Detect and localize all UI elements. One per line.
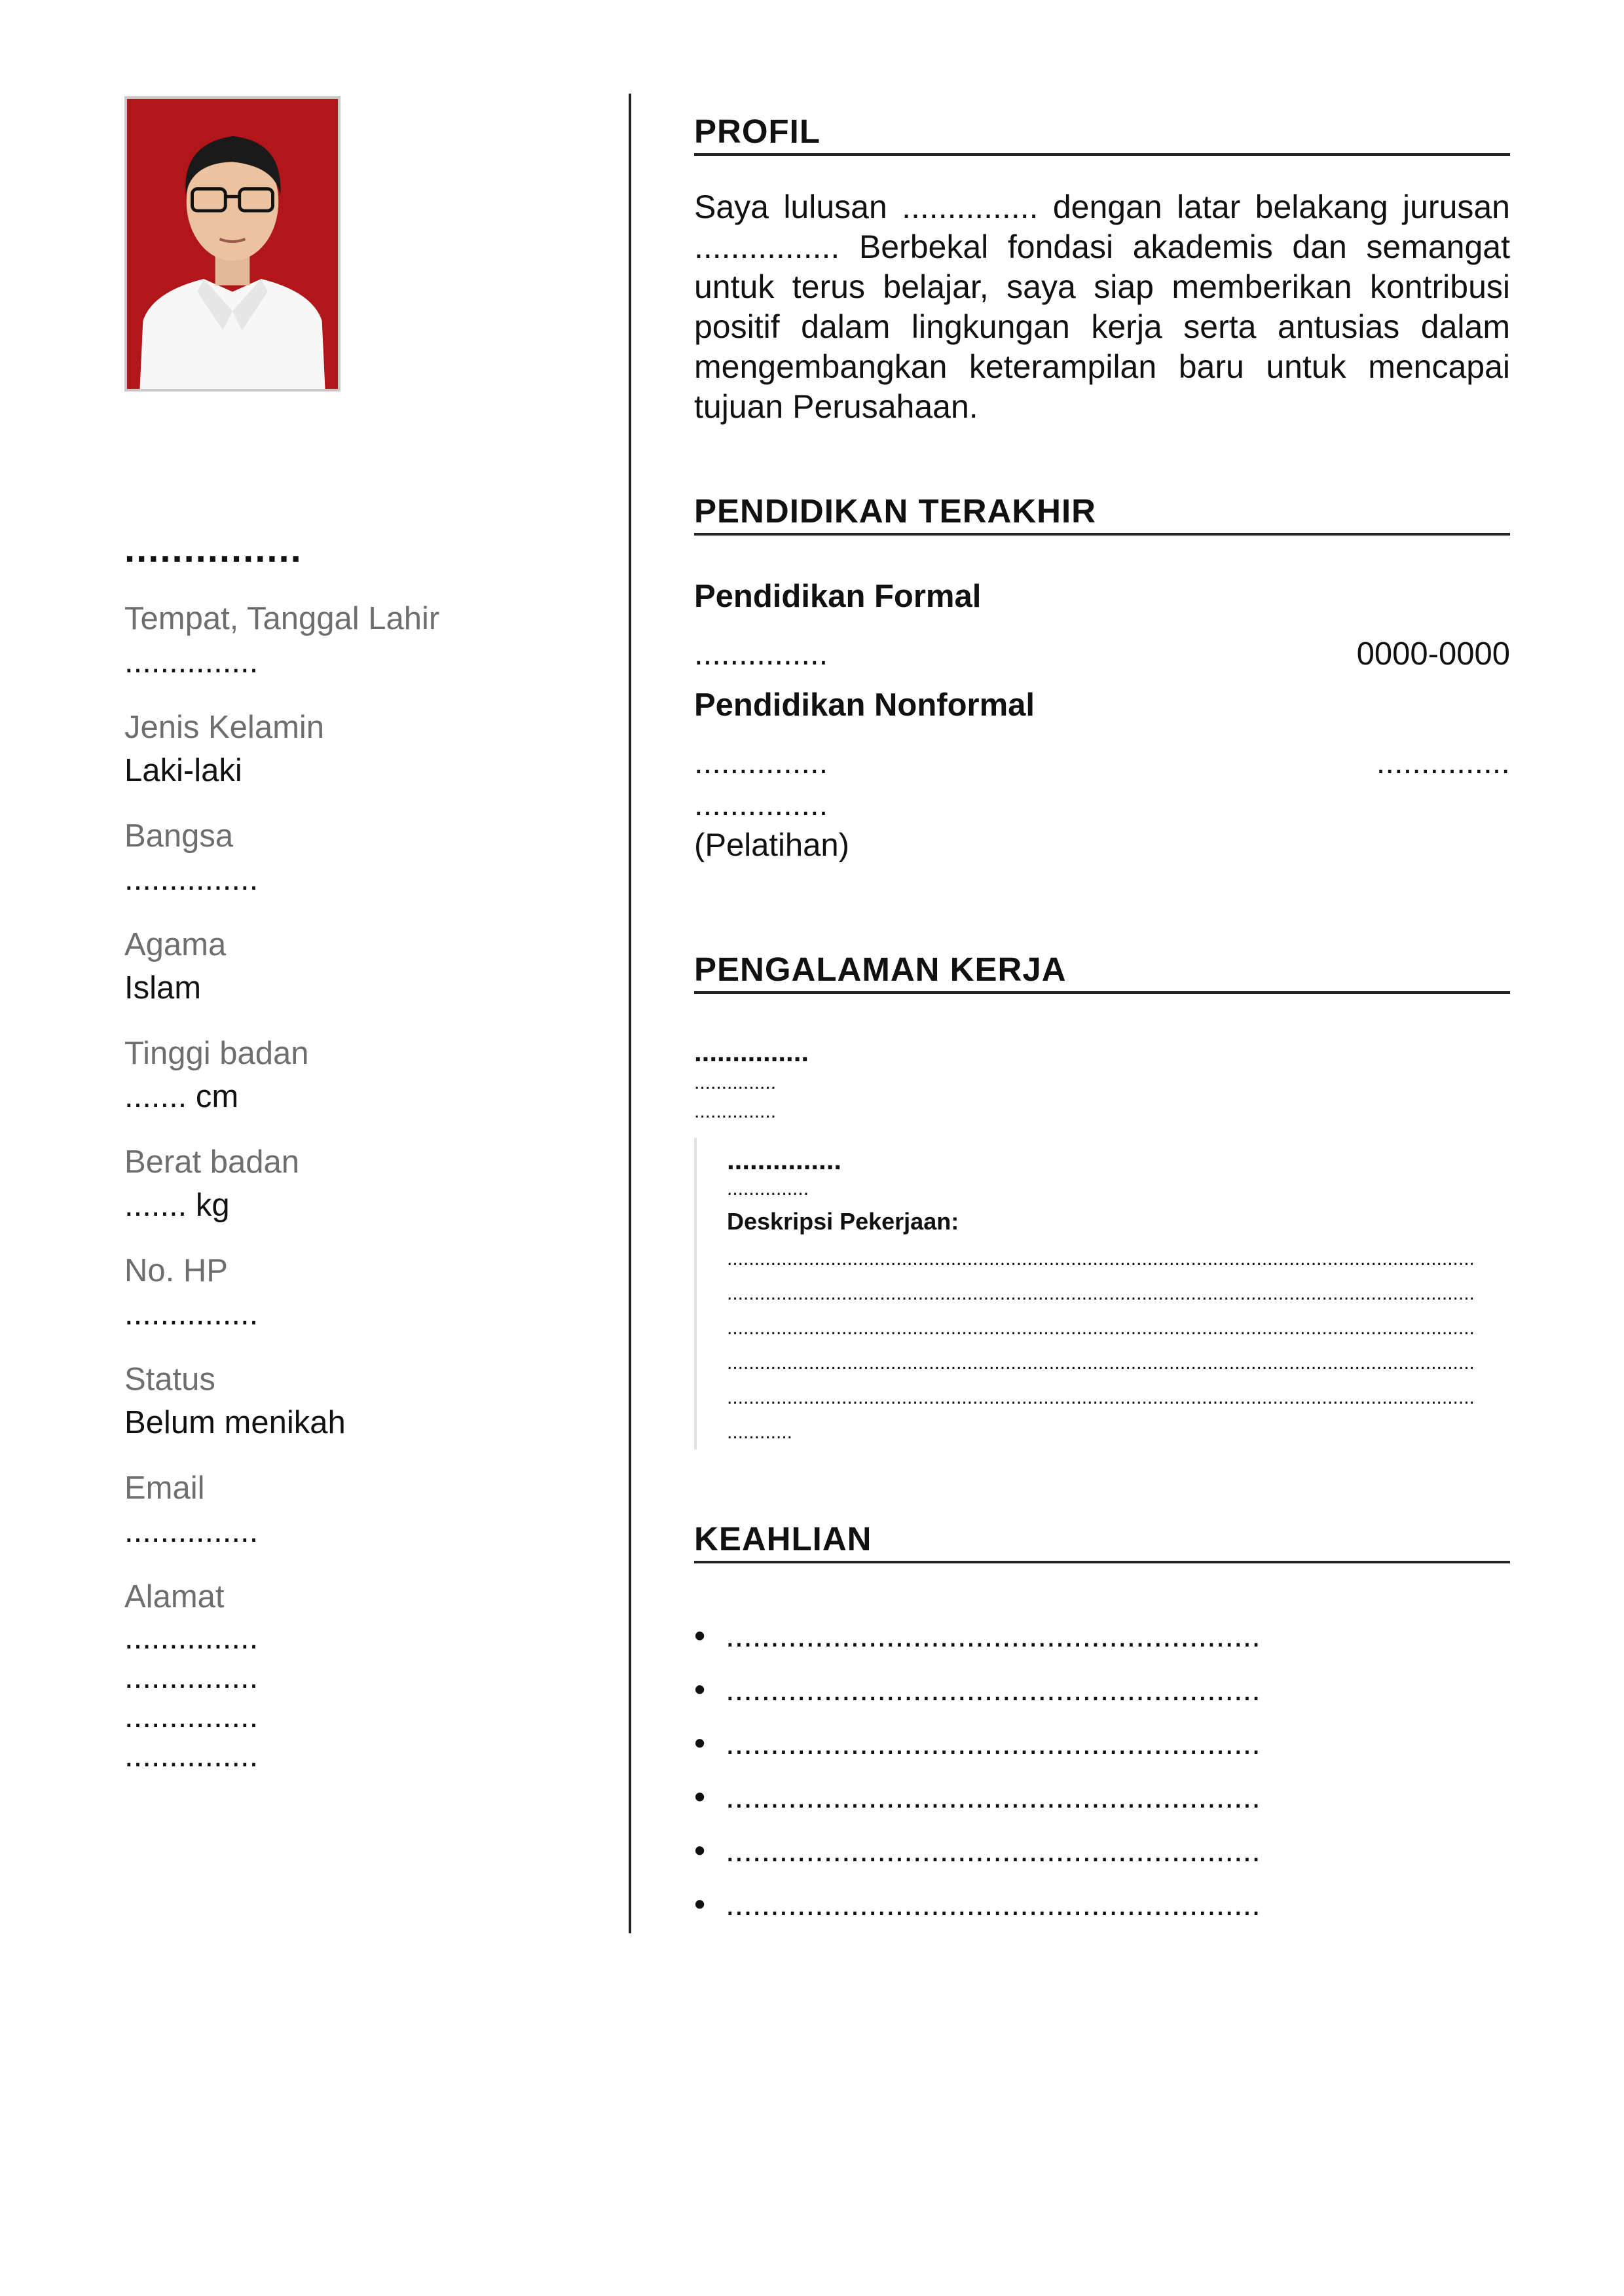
job-description-line: ......................................................................................................................................... (727, 1317, 1475, 1339)
field-phone (124, 1249, 622, 1336)
skill-item (694, 1824, 1510, 1878)
skill-text: ............................................................ (726, 1833, 1261, 1868)
field-value: ............... (124, 1296, 259, 1332)
field-label: Tempat, Tanggal Lahir (124, 601, 440, 636)
field-value: Islam (124, 970, 202, 1006)
field-status (124, 1358, 622, 1444)
skill-text: ............................................................ (726, 1672, 1261, 1707)
section-title: PENGALAMAN KERJA (694, 949, 1510, 994)
field-label: No. HP (124, 1253, 228, 1288)
formal-education-row (694, 632, 1510, 676)
company-detail: ............... (694, 1101, 777, 1122)
field-birth (124, 597, 622, 683)
field-label: Agama (124, 927, 227, 962)
formal-education-title: Pendidikan Formal (694, 579, 982, 614)
field-height (124, 1032, 622, 1118)
bullet-icon: • (694, 1779, 706, 1815)
field-label: Jenis Kelamin (124, 710, 325, 745)
bullet-icon: • (694, 1833, 706, 1868)
job-description-line: ......................................................................................................................................... (727, 1352, 1475, 1374)
field-address (124, 1575, 622, 1776)
education-section (694, 491, 1510, 866)
field-label: Bangsa (124, 818, 234, 854)
job-description-line: ......................................................................................................................................... (727, 1283, 1475, 1304)
skill-text: ............................................................ (726, 1887, 1261, 1922)
nonformal-education-title: Pendidikan Nonformal (694, 687, 1035, 723)
company-detail: ............... (694, 1072, 777, 1093)
job-description-label: Deskripsi Pekerjaan: (727, 1208, 959, 1235)
bullet-icon: • (694, 1887, 706, 1922)
profile-photo (124, 96, 341, 392)
bullet-icon: • (694, 1726, 706, 1761)
bullet-icon: • (694, 1618, 706, 1654)
profile-section (694, 111, 1510, 427)
field-weight (124, 1140, 622, 1227)
field-value: Laki-laki (124, 753, 242, 788)
bullet-icon: • (694, 1672, 706, 1707)
field-label: Status (124, 1362, 215, 1397)
formal-school: ............... (694, 636, 828, 672)
field-label: Alamat (124, 1579, 225, 1614)
field-nationality (124, 814, 622, 901)
experience-section (694, 949, 1510, 1449)
section-title: PROFIL (694, 111, 1510, 156)
column-divider (629, 94, 631, 1933)
job-title: ............... (727, 1144, 842, 1175)
job-entry (694, 1138, 1510, 1449)
personal-info (124, 597, 622, 1798)
field-value: Belum menikah (124, 1405, 346, 1440)
skill-item (694, 1878, 1510, 1931)
address-line: ............... (124, 1738, 259, 1774)
candidate-name: ............... (124, 528, 303, 570)
skill-item (694, 1663, 1510, 1717)
nonformal-years: ............... (1376, 745, 1510, 780)
section-title: KEAHLIAN (694, 1519, 1510, 1563)
section-title: PENDIDIKAN TERAKHIR (694, 491, 1510, 536)
field-value: ............... (124, 644, 259, 680)
nonformal-education-row (694, 741, 1510, 784)
skill-item (694, 1717, 1510, 1770)
skills-section (694, 1519, 1510, 1931)
skill-text: ............................................................ (726, 1618, 1261, 1654)
field-email (124, 1467, 622, 1553)
skills-list (694, 1609, 1510, 1931)
field-value: ............... (124, 862, 259, 897)
address-line: ............... (124, 1620, 259, 1656)
field-label: Tinggi badan (124, 1036, 309, 1071)
nonformal-note: (Pelatihan) (694, 828, 849, 863)
field-value: ....... kg (124, 1188, 230, 1223)
address-line: ............... (124, 1699, 259, 1734)
formal-years: 0000-0000 (1356, 636, 1510, 672)
skill-text: ............................................................ (726, 1726, 1261, 1761)
nonformal-name: ............... (694, 745, 828, 780)
job-period: ............... (727, 1178, 809, 1199)
job-description-line: ......................................................................................................................................... (727, 1387, 1475, 1408)
field-value: ............... (124, 1514, 259, 1549)
job-description-line: ............ (727, 1421, 793, 1443)
field-label: Email (124, 1470, 205, 1506)
company-name: ............... (694, 1036, 809, 1067)
field-label: Berat badan (124, 1144, 299, 1180)
skill-item (694, 1770, 1510, 1824)
skill-text: ............................................................ (726, 1779, 1261, 1815)
skill-item (694, 1609, 1510, 1663)
profile-text: Saya lulusan ............... dengan latar belakang jurusan ................ Berbekal fondasi akademis dan semangat untuk terus belajar, saya siap memberikan kontribusi positif dalam lingkungan kerja serta antusias dalam mengembangkan keterampilan baru untuk mencapai tujuan Perusahaan. (694, 189, 1510, 425)
address-line: ............... (124, 1660, 259, 1695)
nonformal-line: ............... (694, 787, 828, 822)
field-gender (124, 706, 622, 792)
field-value: ....... cm (124, 1079, 239, 1114)
job-description-line: ......................................................................................................................................... (727, 1248, 1475, 1269)
field-religion (124, 923, 622, 1010)
